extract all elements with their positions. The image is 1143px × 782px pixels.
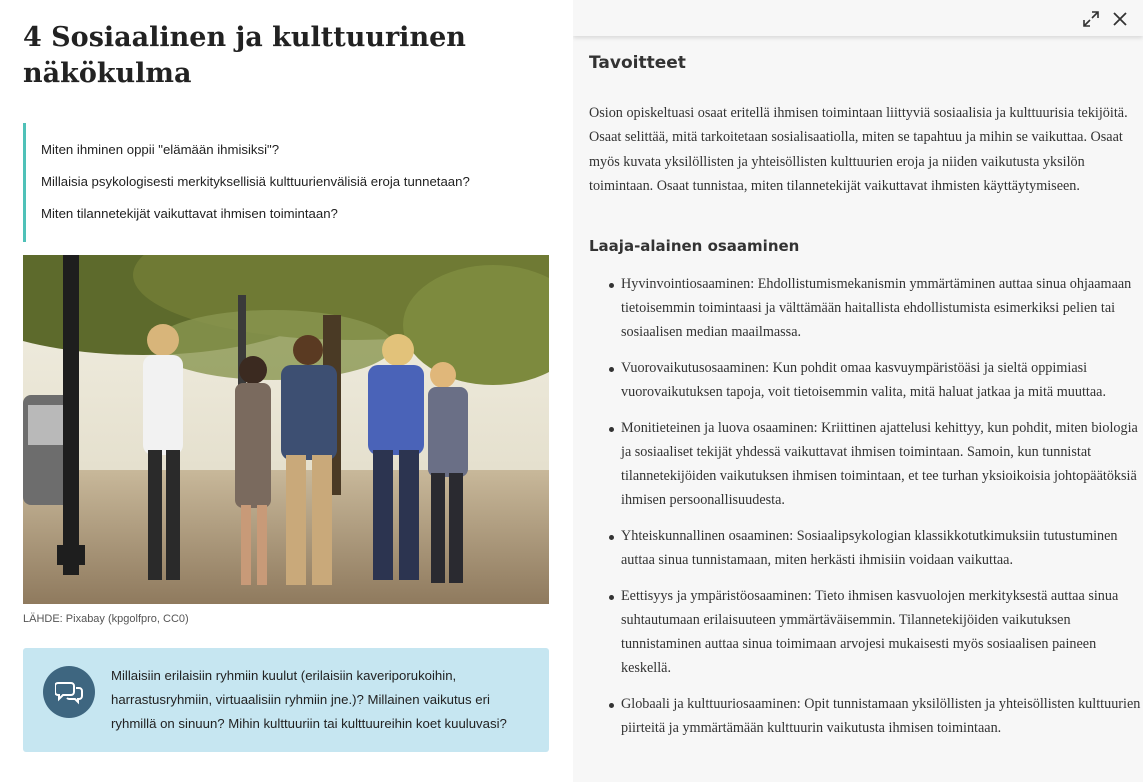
reflection-text: Millaisiin erilaisiin ryhmiin kuulut (erilaisiin kaveriporukoihin, harrastusryhmiin, virtuaalisiin ryhmiin jne.)? Millainen vaikutus eri ryhmillä on sinuun? Mihin kulttuuriin tai kulttuureihin koet kuuluvasi? (111, 668, 507, 731)
list-item (589, 272, 1141, 344)
close-icon[interactable] (1111, 10, 1129, 28)
question-item: Millaisia psykologisesti merkityksellisiä kulttuurienvälisiä eroja tunnetaan? (41, 174, 470, 189)
group-walking-photo[interactable] (23, 255, 549, 604)
list-item (589, 356, 1141, 404)
bullet-icon (609, 427, 614, 432)
chat-bubbles-icon (43, 666, 95, 718)
skills-list (589, 272, 1141, 752)
bullet-icon (609, 367, 614, 372)
goals-text: Osion opiskeltuasi osaat eritellä ihmisen toimintaan liittyviä sosiaalisia ja kulttuurisia tekijöitä. Osaat selittää, mitä tarkoitetaan sosialisaatiolla, miten se tapahtuu ja mihin se vaikuttaa. Osaat myös kuvata yksilöllisten ja yhteisöllisten kulttuurien eroja ja niiden vaikutusta yksilön toimintaan. Osaat tunnistaa, miten tilannetekijät vaikuttavat ihmisten käyttäytymiseen. (589, 105, 1128, 194)
list-item (589, 524, 1141, 572)
skill-text: Vuorovaikutusosaaminen: Kun pohdit omaa kasvuympäristöäsi ja sieltä oppimiasi vuorovaikutuksen tapoja, voit tietoisemmin valita, mitä haluat jatkaa ja mitä muuttaa. (621, 360, 1107, 400)
list-item (589, 692, 1141, 740)
skill-text: Hyvinvointiosaaminen: Ehdollistumismekanismin ymmärtäminen auttaa sinua ohjaamaan tietoisemmin toimintaasi ja välttämään haitallista ehdollistumista esimerkiksi pelien tai sosiaalisen median maailmassa. (621, 276, 1132, 340)
list-item (589, 416, 1141, 512)
bullet-icon (609, 703, 614, 708)
panel-toolbar (573, 0, 1143, 36)
page-title: 4 Sosiaalinen ja kulttuurinen näkökulma (23, 22, 466, 89)
reflection-box (23, 648, 549, 752)
skill-text: Globaali ja kulttuuriosaaminen: Opit tunnistamaan yksilöllisten ja yhteisöllisten kulttuurien piirteitä ja ymmärtämään kulttuurin vaikutusta ihmisen toimintaan. (621, 696, 1141, 736)
list-item (589, 584, 1141, 680)
question-item: Miten tilannetekijät vaikuttavat ihmisen toimintaan? (41, 206, 338, 221)
skill-text: Eettisyys ja ympäristöosaaminen: Tieto ihmisen kasvuolojen merkityksestä auttaa sinua suhtautumaan erilaisuuteen ymmärtäväisemmin. Tilannetekijöiden vaikutuksen tunnistaminen auttaa sinua toimimaan arvojesi mukaisesti myös sosiaalisen paineen keskellä. (621, 588, 1119, 676)
goals-panel (573, 0, 1143, 782)
bullet-icon (609, 535, 614, 540)
bullet-icon (609, 283, 614, 288)
guiding-questions (23, 123, 543, 242)
skills-heading: Laaja-alainen osaaminen (589, 237, 800, 255)
goals-heading: Tavoitteet (589, 53, 686, 73)
skill-text: Yhteiskunnallinen osaaminen: Sosiaalipsykologian klassikkotutkimuksiin tutustuminen auttaa sinua tunnistamaan, miten herkästi ihmisiin voidaan vaikuttaa. (621, 528, 1118, 568)
expand-icon[interactable] (1082, 10, 1100, 28)
skill-text: Monitieteinen ja luova osaaminen: Kriittinen ajattelusi kehittyy, kun pohdit, miten biologia ja sosiaaliset tekijät yhdessä vaikuttavat ihmisen toimintaan. Samoin, kun tunnistat tilannetekijöiden vaikutuksen ihmisen toimintaan, et tee turhan yksioikoisia johtopäätöksiä ihmisen persoonallisuudesta. (621, 420, 1138, 508)
question-item: Miten ihminen oppii "elämään ihmisiksi"? (41, 142, 280, 157)
bullet-icon (609, 595, 614, 600)
image-caption: LÄHDE: Pixabay (kpgolfpro, CC0) (23, 613, 189, 625)
